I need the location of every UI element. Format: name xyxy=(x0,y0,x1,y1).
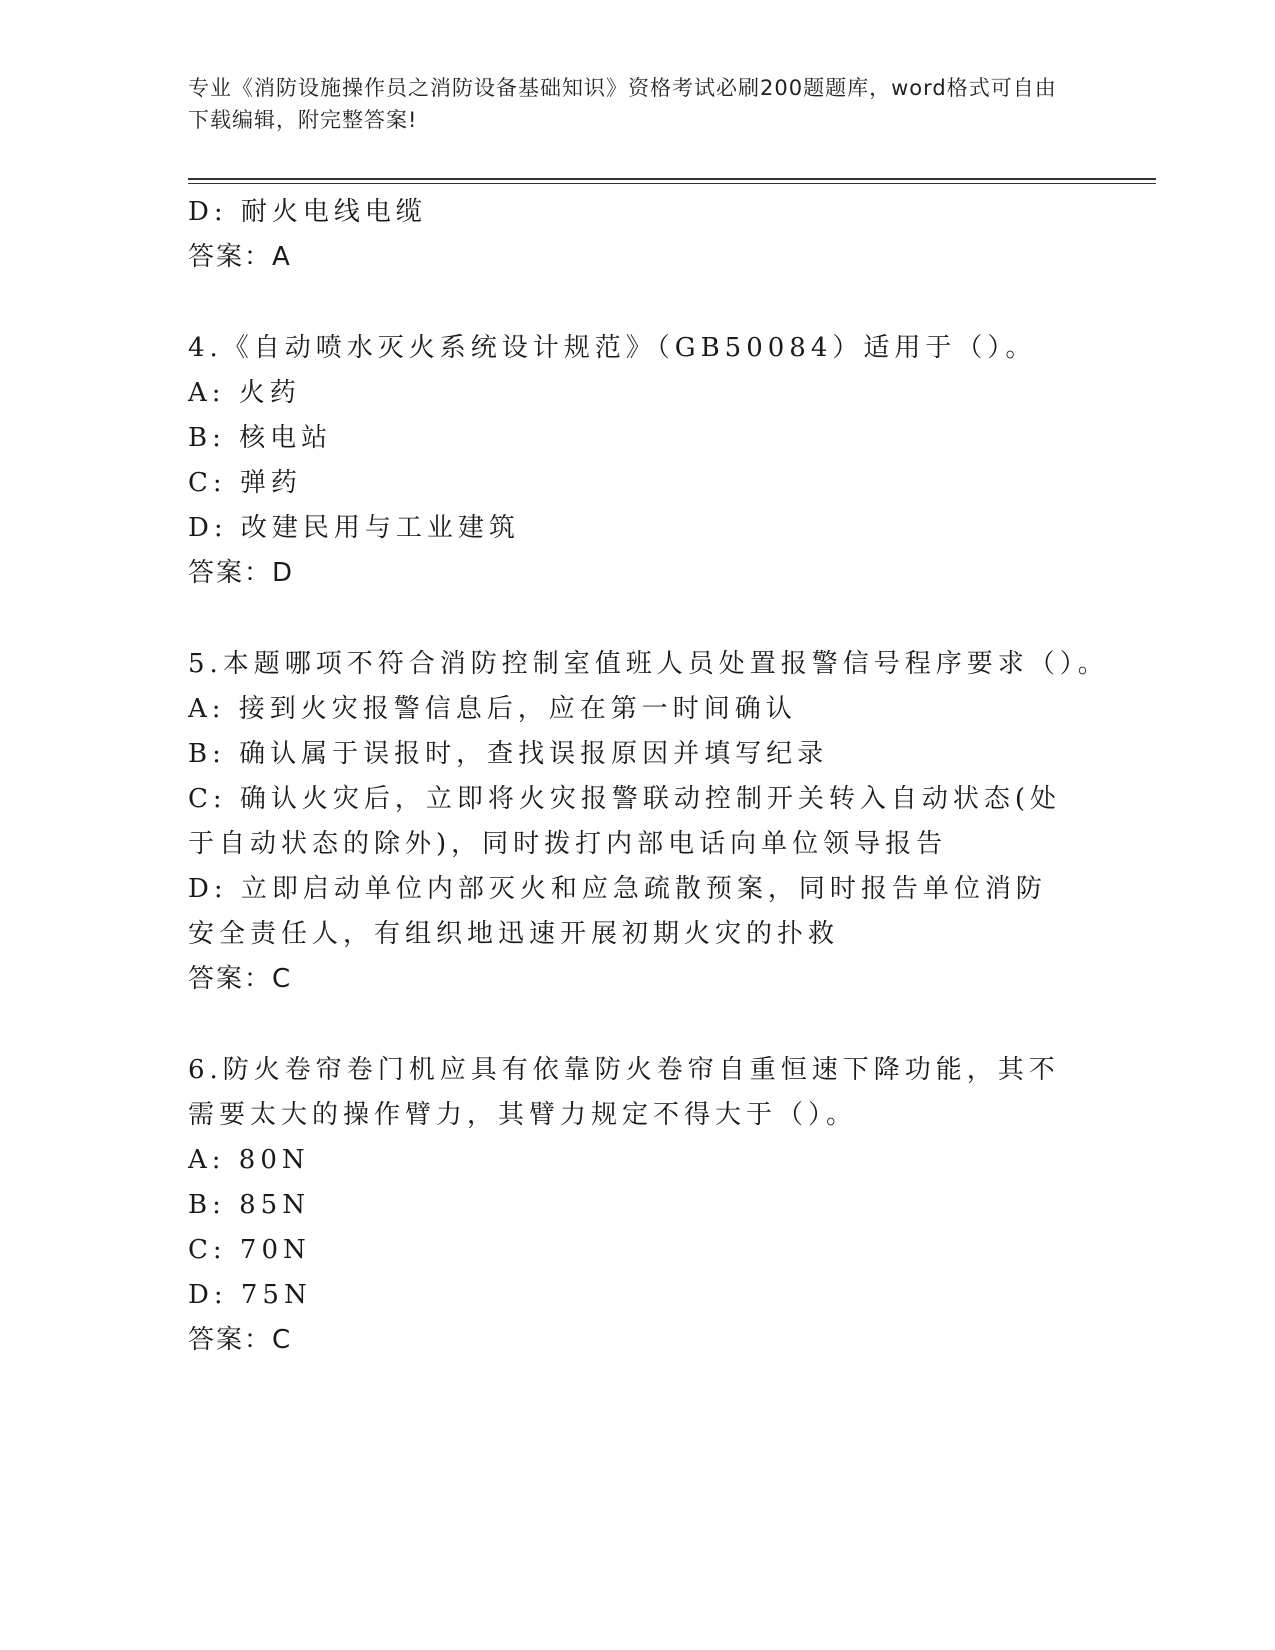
q4-option-a: A: 火药 xyxy=(188,378,301,408)
document-header: 专业《消防设施操作员之消防设备基础知识》资格考试必刷200题题库，word格式可自由下载编辑，附完整答案! xyxy=(188,76,1057,132)
question-4 xyxy=(188,326,1088,596)
question-3-tail xyxy=(188,190,1088,280)
q5-option-d: D: 立即启动单位内部灭火和应急疏散预案，同时报告单位消防安全责任人，有组织地迅速开展初期火灾的扑救 xyxy=(188,874,1047,949)
header-divider-thick xyxy=(188,178,1156,180)
q4-option-c: C: 弹药 xyxy=(188,468,302,498)
q6-option-c: C: 70N xyxy=(188,1235,311,1265)
q3-answer: 答案：A xyxy=(188,242,292,272)
spacer xyxy=(188,596,1088,642)
q4-option-b: B: 核电站 xyxy=(188,423,333,453)
q5-option-c: C: 确认火灾后，立即将火灾报警联动控制开关转入自动状态(处于自动状态的除外)，同时拨打内部电话向单位领导报告 xyxy=(188,784,1062,859)
question-5 xyxy=(188,642,1109,1002)
q5-question: 5.本题哪项不符合消防控制室值班人员处置报警信号程序要求（）。 xyxy=(188,649,1109,679)
q5-answer: 答案：C xyxy=(188,964,293,994)
question-list xyxy=(188,190,1109,1363)
q5-option-a: A: 接到火灾报警信息后，应在第一时间确认 xyxy=(188,694,797,724)
header-divider-thin xyxy=(188,183,1156,184)
q6-option-d: D: 75N xyxy=(188,1280,312,1310)
q4-question: 4.《自动喷水灭火系统设计规范》（GB50084）适用于（）。 xyxy=(188,333,1037,363)
q6-question: 6.防火卷帘卷门机应具有依靠防火卷帘自重恒速下降功能，其不需要太大的操作臂力，其臂力规定不得大于（）。 xyxy=(188,1055,1060,1130)
q4-option-d: D: 改建民用与工业建筑 xyxy=(188,513,520,543)
q6-option-a: A: 80N xyxy=(188,1145,310,1175)
q6-answer: 答案：C xyxy=(188,1325,293,1355)
spacer xyxy=(188,280,1088,326)
q5-option-b: B: 确认属于误报时，查找误报原因并填写纪录 xyxy=(188,739,829,769)
q4-answer: 答案：D xyxy=(188,558,295,588)
q3-option-d: D: 耐火电线电缆 xyxy=(188,197,427,227)
q6-option-b: B: 85N xyxy=(188,1190,310,1220)
question-6 xyxy=(188,1048,1088,1363)
spacer xyxy=(188,1002,1088,1048)
